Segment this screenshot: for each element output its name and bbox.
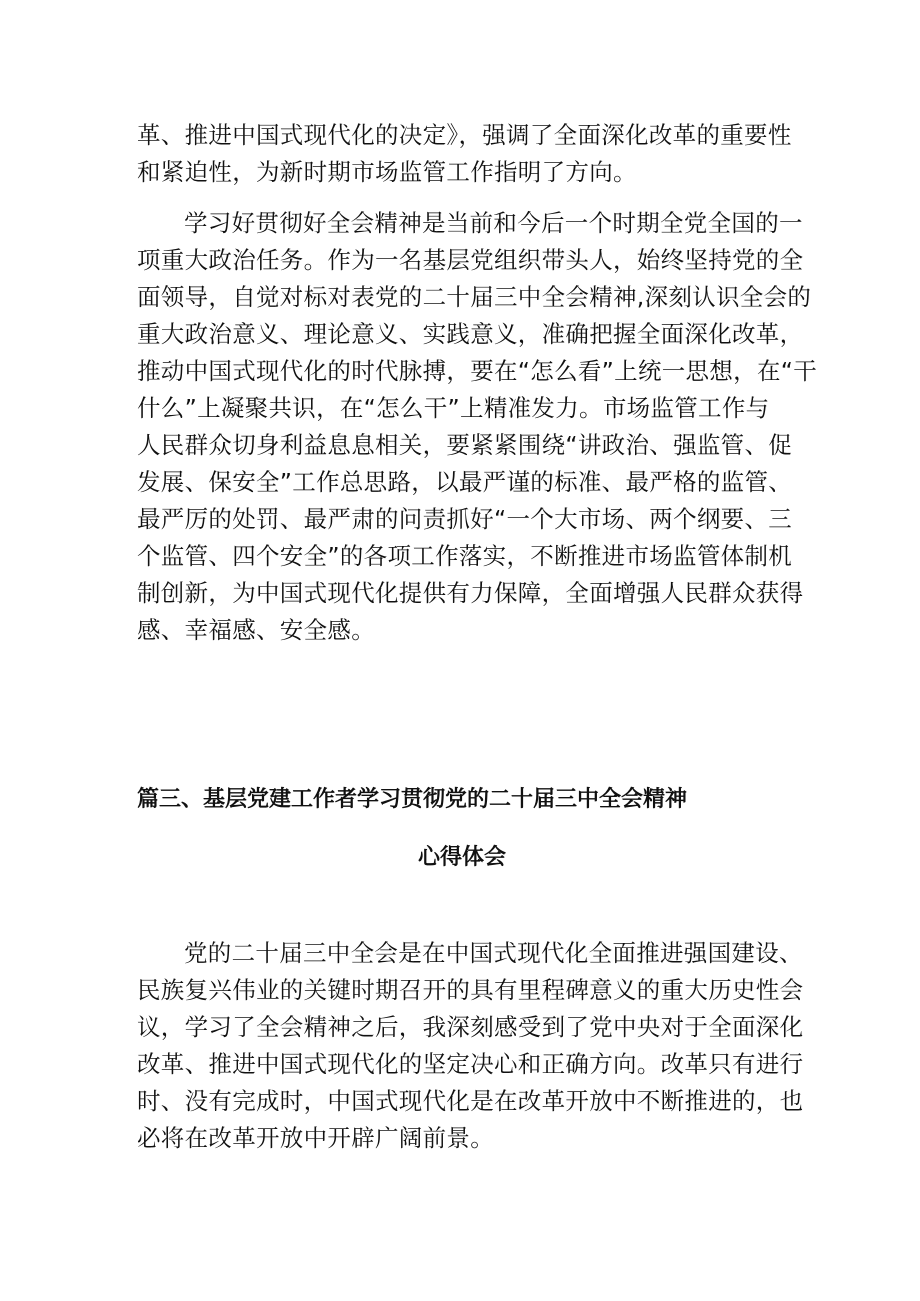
section-title: 篇三、基层党建工作者学习贯彻党的二十届三中全会精神 [137,787,688,812]
paragraph-line: 感、幸福感、安全感。 [137,616,375,644]
paragraph-line: 制创新，为中国式现代化提供有力保障，全面增强人民群众获得 [137,579,804,607]
paragraph-line: 必将在改革开放中开辟广阔前景。 [137,1124,494,1152]
paragraph-line: 革、推进中国式现代化的决定》，强调了全面深化改革的重要性 [137,121,792,149]
paragraph-line: 学习好贯彻好全会精神是当前和今后一个时期全党全国的一 [184,209,803,237]
paragraph-line: 面领导，自觉对标对表党的二十届三中全会精神,深刻认识全会的 [137,283,812,311]
paragraph-line: 和紧迫性，为新时期市场监管工作指明了方向。 [137,158,637,186]
paragraph-line: 最严厉的处罚、最严肃的问责抓好“一个大市场、两个纲要、三 [137,505,793,533]
paragraph-line: 党的二十届三中全会是在中国式现代化全面推进强国建设、 [184,939,803,967]
paragraph-line: 重大政治意义、理论意义、实践意义，准确把握全面深化改革， [137,320,804,348]
paragraph-line: 什么”上凝聚共识，在“怎么干”上精准发力。市场监管工作与 [137,394,770,422]
paragraph-line: 议，学习了全会精神之后，我深刻感受到了党中央对于全面深化 [137,1013,804,1041]
paragraph-3 [137,935,804,1157]
continuation-paragraph [137,117,797,191]
paragraph-line: 民族复兴伟业的关键时期召开的具有里程碑意义的重大历史性会 [137,976,804,1004]
paragraph-line: 个监管、四个安全”的各项工作落实，不断推进市场监管体制机 [137,542,793,570]
section-title-continuation: 心得体会 [418,845,507,870]
paragraph-line: 推动中国式现代化的时代脉搏，要在“怎么看”上统一思想，在“干 [137,357,818,385]
paragraph-line: 时、没有完成时，中国式现代化是在改革开放中不断推进的，也 [137,1087,804,1115]
paragraph-line: 发展、保安全”工作总思路，以最严谨的标准、最严格的监管、 [137,468,793,496]
paragraph-line: 项重大政治任务。作为一名基层党组织带头人，始终坚持党的全 [137,246,804,274]
paragraph-line: 人民群众切身利益息息相关，要紧紧围绕“讲政治、强监管、促 [137,431,793,459]
paragraph-2 [137,205,818,649]
paragraph-line: 改革、推进中国式现代化的坚定决心和正确方向。改革只有进行 [137,1050,804,1078]
